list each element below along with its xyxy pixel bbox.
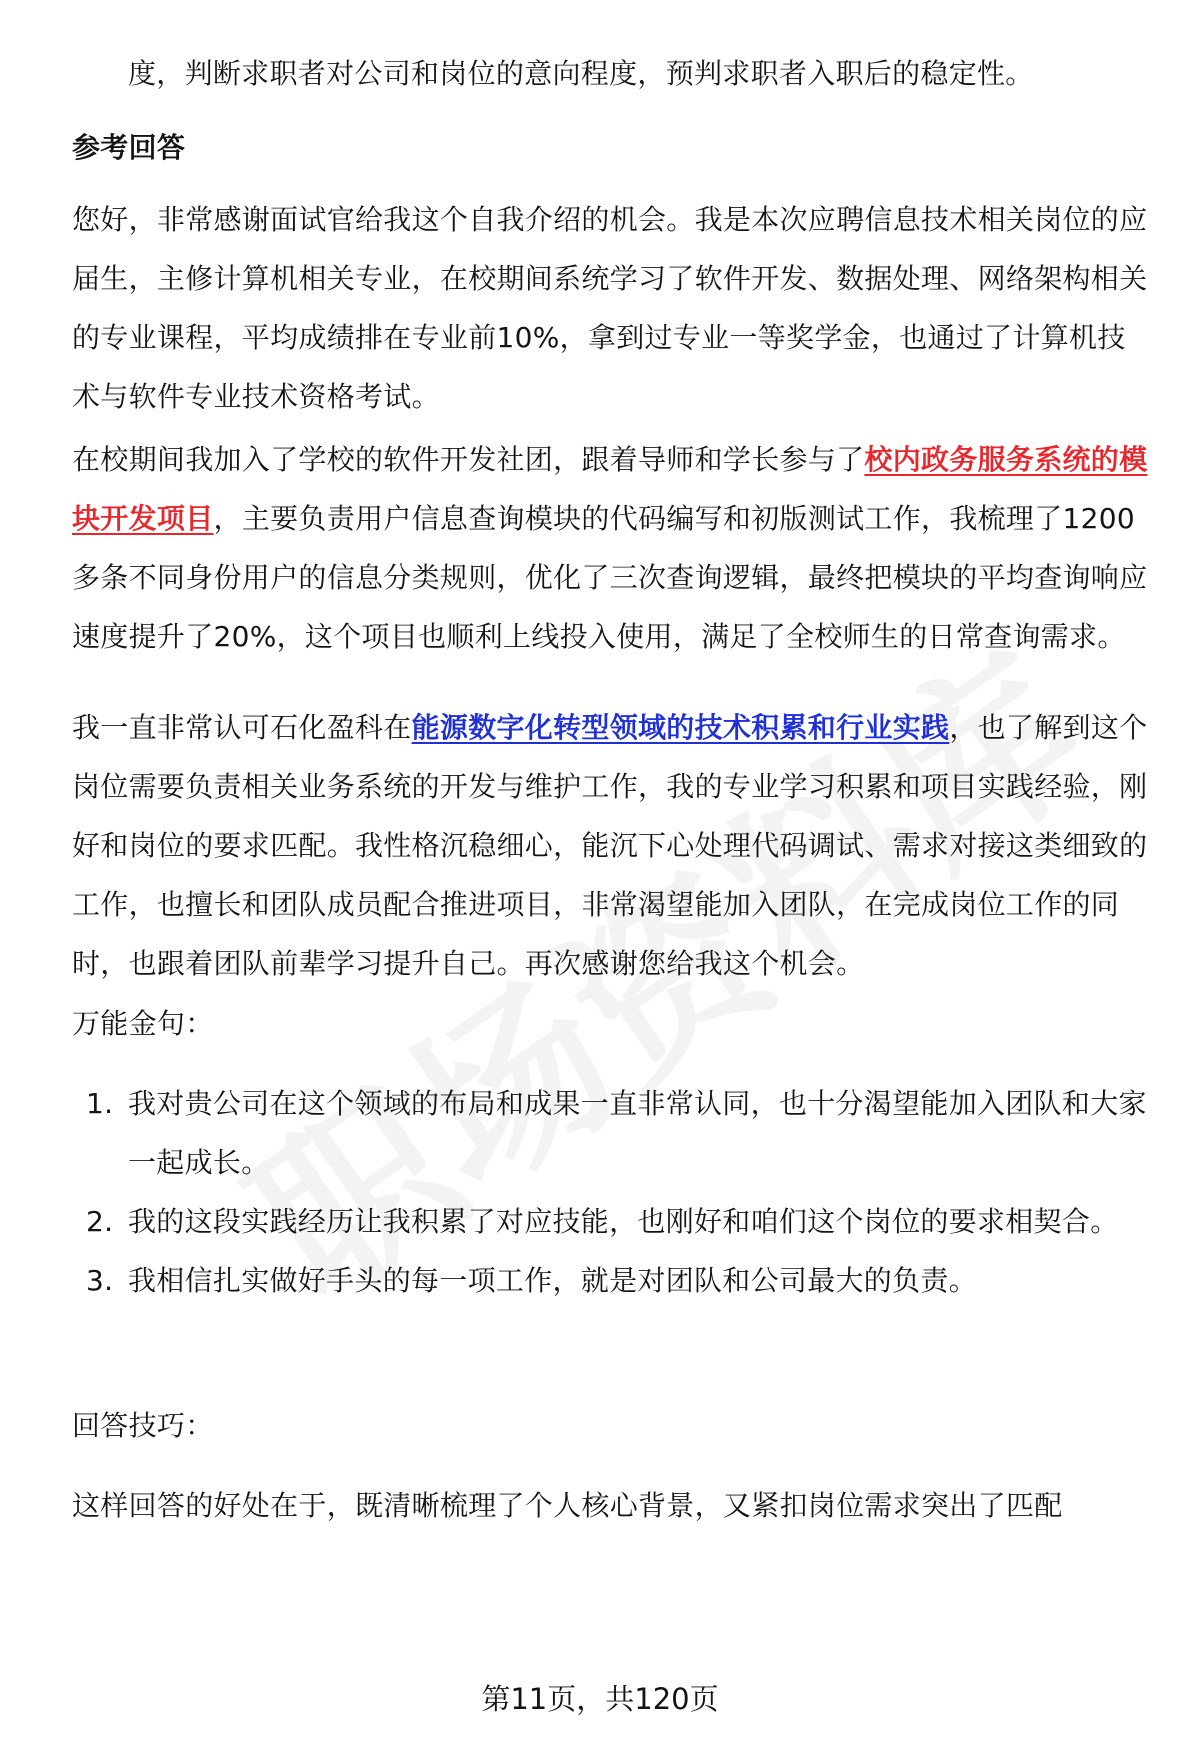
answer-paragraph-3: [72, 698, 1152, 993]
answer-tips-heading: 回答技巧：: [72, 1409, 214, 1442]
section-heading: 参考回答: [72, 131, 186, 164]
list-item: [72, 1192, 1152, 1251]
list-item-number: 3.: [86, 1264, 114, 1297]
answer-paragraph-2: [72, 430, 1152, 666]
list-item-text: 我相信扎实做好手头的每一项工作，就是对团队和公司最大的负责。: [128, 1264, 978, 1297]
answer-paragraph-1: 您好，非常感谢面试官给我这个自我介绍的机会。我是本次应聘信息技术相关岗位的应届生，主修计算机相关专业，在校期间系统学习了软件开发、数据处理、网络架构相关的专业课程，平均成绩排在专业前10%，拿到过专业一等奖学金，也通过了计算机技术与软件专业技术资格考试。: [72, 203, 1148, 413]
list-item-number: 1.: [86, 1087, 114, 1120]
golden-sentences-list: [72, 1074, 1152, 1310]
list-item: [72, 1251, 1152, 1310]
answer-p2-after: ，主要负责用户信息查询模块的代码编写和初版测试工作，我梳理了1200多条不同身份用户的信息分类规则，优化了三次查询逻辑，最终把模块的平均查询响应速度提升了20%，这个项目也顺利上线投入使用，满足了全校师生的日常查询需求。: [72, 502, 1148, 653]
page-number-footer: 第11页，共120页: [481, 1682, 719, 1716]
answer-p3-before: 我一直非常认可石化盈科在: [72, 711, 412, 744]
list-item-text: 我对贵公司在这个领域的布局和成果一直非常认同，也十分渴望能加入团队和大家一起成长。: [128, 1087, 1147, 1179]
golden-sentences-heading: 万能金句：: [72, 1007, 214, 1040]
intro-line: 度，判断求职者对公司和岗位的意向程度，预判求职者入职后的稳定性。: [128, 57, 1034, 90]
company-highlight-link[interactable]: 能源数字化转型领域的技术积累和行业实践: [411, 711, 950, 744]
answer-p2-before: 在校期间我加入了学校的软件开发社团，跟着导师和学长参与了: [72, 443, 865, 476]
answer-p3-after: ，也了解到这个岗位需要负责相关业务系统的开发与维护工作，我的专业学习积累和项目实践经验，刚好和岗位的要求匹配。我性格沉稳细心，能沉下心处理代码调试、需求对接这类细致的工作，也擅长和团队成员配合推进项目，非常渴望能加入团队，在完成岗位工作的同时，也跟着团队前辈学习提升自己。再次感谢您给我这个机会。: [72, 711, 1148, 980]
list-item: [72, 1074, 1152, 1192]
answer-tips-text: 这样回答的好处在于，既清晰梳理了个人核心背景，又紧扣岗位需求突出了匹配: [72, 1489, 1063, 1522]
list-item-text: 我的这段实践经历让我积累了对应技能，也刚好和咱们这个岗位的要求相契合。: [128, 1205, 1119, 1238]
project-highlight-link[interactable]: 校内政务服务系统的模块开发项目: [72, 443, 1148, 535]
list-item-number: 2.: [86, 1205, 114, 1238]
